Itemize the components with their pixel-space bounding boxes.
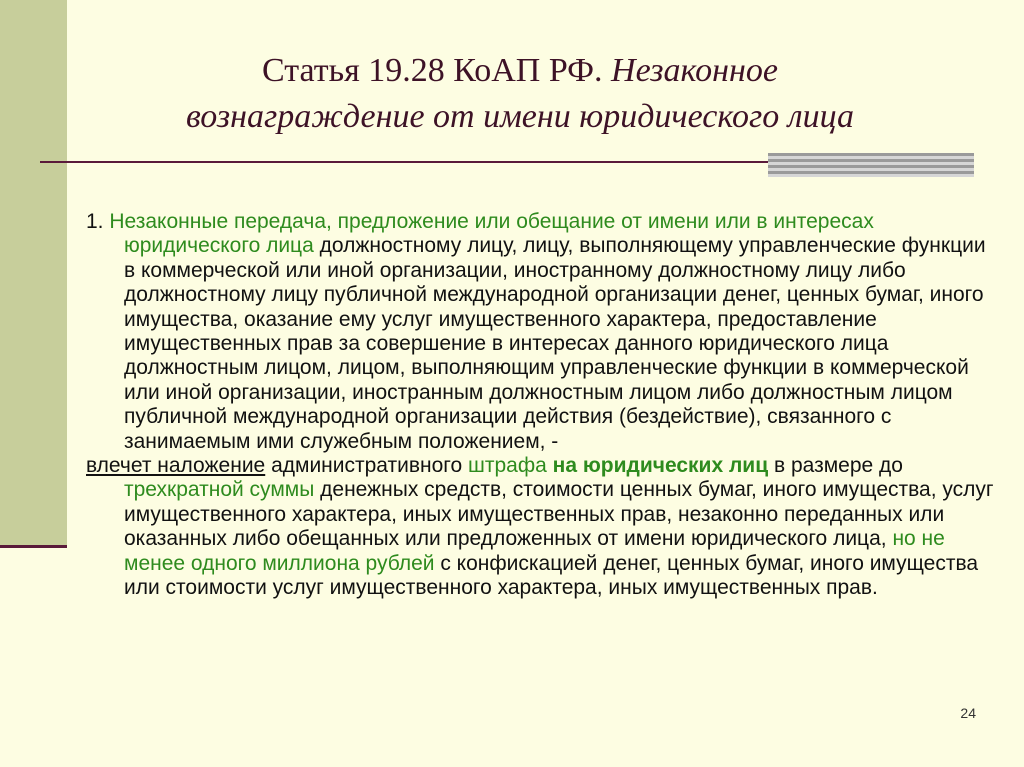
left-decorative-band — [0, 0, 67, 548]
sanction-text-3: в размере до — [768, 454, 903, 478]
highlight-triple-amount: трехкратной суммы — [124, 478, 315, 502]
highlight-minimum-amount: но не менее одного миллиона рублей — [124, 527, 945, 575]
paragraph-1-text: должностному лицу, лицу, выполняющему управленческие функции в коммерческой или иной организации, иностранному должностному лицу либо должностному лицу публичной международной организации денег, ценных бумаг, иного имущества, оказание ему услуг имущественного характера, предоставление имущественных прав за совершение в интересах данного юридического лица должностным лицом, лицом, выполняющим управленческие функции в коммерческой или иной организации, иностранным должностным лицом либо должностным лицом публичной международной организации действия (бездействие), связанного с занимаемым ими служебным положением, - — [124, 234, 986, 453]
paragraph-number: 1. — [86, 210, 110, 233]
title-italic-line2: вознаграждение от имени юридического лица — [186, 98, 854, 135]
sanction-text-5: с конфискацией денег, ценных бумаг, иного имущества или стоимости услуг имущественного характера, иных имущественных прав. — [124, 551, 979, 600]
title-divider-accent — [768, 153, 974, 177]
sanction-text-1: административного — [265, 454, 469, 478]
highlight-fine: штрафа — [468, 454, 547, 478]
sanction-text-4: денежных средств, стоимости ценных бумаг, иного имущества, услуг имущественного характера, иных имущественных прав, незаконно переданных или оказанных либо обещанных или предложенных от имени юридического лица, — [124, 478, 994, 551]
title-prefix: Статья 19.28 КоАП РФ. — [262, 52, 612, 89]
highlight-legal-entities: на юридических лиц — [552, 454, 769, 478]
highlight-offence: Незаконные передача, предложение или обещание от имени или в интересах юридического лица — [109, 210, 874, 258]
page-number: 24 — [960, 705, 976, 721]
left-band-divider — [0, 545, 67, 548]
paragraph-sanction — [86, 454, 1001, 600]
article-body — [86, 210, 1001, 601]
sanction-lead: влечет наложение — [86, 454, 266, 478]
slide-title — [100, 48, 940, 140]
paragraph-1 — [86, 210, 1001, 454]
title-italic-line1: Незаконное — [611, 52, 778, 89]
